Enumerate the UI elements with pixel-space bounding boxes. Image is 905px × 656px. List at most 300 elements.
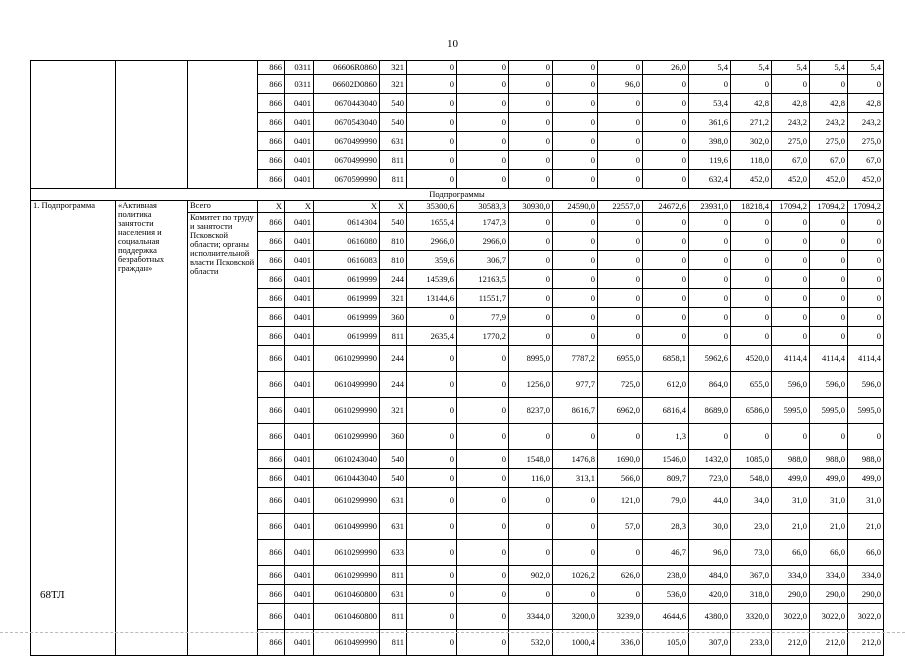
table-cell: 0 — [689, 75, 731, 94]
table-cell: 596,0 — [810, 372, 848, 398]
table-cell: 811 — [380, 604, 407, 630]
table-cell: 0670443040 — [314, 94, 380, 113]
table-cell: 0401 — [285, 424, 314, 450]
table-cell: 46,7 — [643, 540, 689, 566]
table-cell: 0 — [457, 540, 509, 566]
table-cell: 4114,4 — [848, 346, 884, 372]
table-body — [31, 61, 884, 656]
table-cell: 336,0 — [598, 630, 643, 656]
table-cell: 866 — [258, 424, 285, 450]
table-cell: 0401 — [285, 630, 314, 656]
table-cell: 105,0 — [643, 630, 689, 656]
table-cell: 0610460800 — [314, 585, 380, 604]
table-cell: 0401 — [285, 398, 314, 424]
table-cell: 0401 — [285, 566, 314, 585]
table-cell: 212,0 — [772, 630, 810, 656]
table-cell: 3022,0 — [848, 604, 884, 630]
table-cell: 0 — [810, 232, 848, 251]
table-cell: 313,1 — [553, 469, 598, 488]
table-cell: 5962,6 — [689, 346, 731, 372]
table-cell: 5,4 — [731, 61, 772, 75]
table-cell: 988,0 — [848, 450, 884, 469]
table-cell: 0 — [810, 75, 848, 94]
table-cell: 275,0 — [848, 132, 884, 151]
total-row — [31, 201, 884, 213]
table-cell: 212,0 — [810, 630, 848, 656]
table-cell: 0 — [643, 151, 689, 170]
table-cell: 3022,0 — [772, 604, 810, 630]
table-cell: 0 — [509, 113, 553, 132]
total-cell: Х — [314, 201, 380, 213]
table-cell: 0 — [553, 132, 598, 151]
table-cell: 360 — [380, 424, 407, 450]
table-cell: 633 — [380, 540, 407, 566]
table-cell: 6858,1 — [643, 346, 689, 372]
table-cell: 0 — [689, 424, 731, 450]
table-cell: 866 — [258, 585, 285, 604]
table-cell: 318,0 — [731, 585, 772, 604]
table-cell: 0311 — [285, 61, 314, 75]
table-cell: 1,3 — [643, 424, 689, 450]
table-cell: 0 — [553, 170, 598, 189]
table-cell: 73,0 — [731, 540, 772, 566]
table-cell: 723,0 — [689, 469, 731, 488]
table-cell: 7787,2 — [553, 346, 598, 372]
table-cell: 0401 — [285, 488, 314, 514]
table-cell: 0 — [848, 289, 884, 308]
table-cell: 0 — [509, 151, 553, 170]
table-cell: 0 — [643, 270, 689, 289]
table-cell: 0 — [810, 327, 848, 346]
table-cell: 866 — [258, 232, 285, 251]
table-cell: 0 — [553, 488, 598, 514]
scan-edge-divider — [0, 632, 905, 633]
table-cell: 866 — [258, 469, 285, 488]
table-cell: 6955,0 — [598, 346, 643, 372]
table-cell: 398,0 — [689, 132, 731, 151]
total-cell: 30930,0 — [509, 201, 553, 213]
table-cell: 0 — [553, 289, 598, 308]
table-cell: 57,0 — [598, 514, 643, 540]
table-cell: 0 — [598, 424, 643, 450]
table-cell: 121,0 — [598, 488, 643, 514]
table-cell: 0 — [553, 585, 598, 604]
table-cell: 499,0 — [772, 469, 810, 488]
table-cell: 811 — [380, 630, 407, 656]
table-cell: 0670599990 — [314, 170, 380, 189]
table-cell: 118,0 — [731, 151, 772, 170]
table-cell: 0 — [598, 270, 643, 289]
table-cell: 0311 — [285, 75, 314, 94]
table-cell: 0619999 — [314, 270, 380, 289]
table-cell: 0 — [457, 132, 509, 151]
table-cell: 1747,3 — [457, 213, 509, 232]
table-cell: 0401 — [285, 232, 314, 251]
table-cell: 367,0 — [731, 566, 772, 585]
table-cell: 3320,0 — [731, 604, 772, 630]
table-cell: 866 — [258, 75, 285, 94]
table-cell: 988,0 — [772, 450, 810, 469]
empty-cell-num — [31, 61, 116, 189]
total-cell: Х — [285, 201, 314, 213]
table-cell: 809,7 — [643, 469, 689, 488]
table-cell: 238,0 — [643, 566, 689, 585]
table-cell: 0 — [553, 514, 598, 540]
table-cell: 0401 — [285, 346, 314, 372]
table-cell: 0 — [509, 94, 553, 113]
table-cell: 810 — [380, 251, 407, 270]
table-cell: 0 — [731, 289, 772, 308]
table-cell: 67,0 — [848, 151, 884, 170]
table-cell: 290,0 — [772, 585, 810, 604]
table-cell: 0 — [407, 94, 457, 113]
table-cell: 499,0 — [848, 469, 884, 488]
table-cell: 596,0 — [848, 372, 884, 398]
table-cell: 3239,0 — [598, 604, 643, 630]
table-cell: 0 — [731, 213, 772, 232]
table-cell: 0 — [848, 232, 884, 251]
table-cell: 0 — [407, 450, 457, 469]
table-cell: 0401 — [285, 604, 314, 630]
table-cell: 810 — [380, 232, 407, 251]
table-cell: 0 — [407, 585, 457, 604]
table-cell: 0 — [772, 232, 810, 251]
table-cell: 0 — [457, 151, 509, 170]
total-label: Всего — [188, 201, 258, 213]
program-number: 1. Подпрограмма — [31, 201, 116, 656]
table-cell: 8689,0 — [689, 398, 731, 424]
table-cell: 66,0 — [772, 540, 810, 566]
total-cell: 24590,0 — [553, 201, 598, 213]
table-cell: 0 — [643, 251, 689, 270]
table-cell: 536,0 — [643, 585, 689, 604]
table-cell: 0 — [553, 308, 598, 327]
table-cell: 0 — [848, 327, 884, 346]
table-cell: 0619999 — [314, 308, 380, 327]
table-cell: 4520,0 — [731, 346, 772, 372]
table-cell: 28,3 — [643, 514, 689, 540]
table-cell: 0 — [848, 270, 884, 289]
table-cell: 866 — [258, 450, 285, 469]
table-cell: 361,6 — [689, 113, 731, 132]
table-cell: 0610299990 — [314, 346, 380, 372]
table-cell: 0 — [509, 61, 553, 75]
table-cell: 0 — [772, 424, 810, 450]
table-cell: 1690,0 — [598, 450, 643, 469]
table-cell: 866 — [258, 346, 285, 372]
empty-cell-executor — [188, 61, 258, 189]
table-cell: 0401 — [285, 113, 314, 132]
table-cell: 540 — [380, 113, 407, 132]
table-cell: 0 — [731, 75, 772, 94]
table-cell: 0 — [810, 289, 848, 308]
table-cell: 0 — [457, 398, 509, 424]
table-cell: 0619999 — [314, 327, 380, 346]
table-cell: 0 — [457, 469, 509, 488]
table-cell: 811 — [380, 170, 407, 189]
table-cell: 5995,0 — [810, 398, 848, 424]
table-cell: 631 — [380, 585, 407, 604]
table-cell: 0401 — [285, 372, 314, 398]
table-cell: 866 — [258, 514, 285, 540]
table-cell: 0 — [509, 488, 553, 514]
table-cell: 0619999 — [314, 289, 380, 308]
table-cell: 0401 — [285, 327, 314, 346]
table-cell: 0401 — [285, 213, 314, 232]
table-cell: 30,0 — [689, 514, 731, 540]
table-cell: 0 — [553, 61, 598, 75]
budget-table — [30, 60, 884, 656]
table-cell: 0610460800 — [314, 604, 380, 630]
table-cell: 540 — [380, 469, 407, 488]
table-cell: 612,0 — [643, 372, 689, 398]
table-cell: 0 — [509, 327, 553, 346]
table-cell: 0 — [509, 213, 553, 232]
table-cell: 0670499990 — [314, 132, 380, 151]
table-cell: 0 — [457, 514, 509, 540]
table-cell: 864,0 — [689, 372, 731, 398]
table-cell: 243,2 — [810, 113, 848, 132]
table-cell: 8995,0 — [509, 346, 553, 372]
table-cell: 34,0 — [731, 488, 772, 514]
table-cell: 0 — [689, 232, 731, 251]
table-cell: 596,0 — [772, 372, 810, 398]
table-cell: 0401 — [285, 251, 314, 270]
table-cell: 321 — [380, 398, 407, 424]
table-cell: 0 — [553, 151, 598, 170]
section-header: Подпрограммы — [31, 189, 884, 201]
table-cell: 0 — [598, 540, 643, 566]
table-cell: 0610299990 — [314, 398, 380, 424]
table-cell: 0 — [772, 289, 810, 308]
table-cell: 0 — [509, 514, 553, 540]
table-cell: 0 — [643, 327, 689, 346]
table-cell: 244 — [380, 270, 407, 289]
table-cell: 77,9 — [457, 308, 509, 327]
table-cell: 1085,0 — [731, 450, 772, 469]
table-cell: 631 — [380, 514, 407, 540]
table-cell: 0 — [848, 424, 884, 450]
table-cell: 866 — [258, 132, 285, 151]
table-cell: 0401 — [285, 94, 314, 113]
table-cell: 4380,0 — [689, 604, 731, 630]
table-cell: 0401 — [285, 308, 314, 327]
program-name: «Активная политика занятости населения и социальная поддержка безработных граждан» — [116, 201, 188, 656]
table-cell: 0 — [643, 308, 689, 327]
table-cell: 0 — [848, 251, 884, 270]
table-cell: 275,0 — [772, 132, 810, 151]
table-cell: 21,0 — [848, 514, 884, 540]
table-cell: 0 — [553, 270, 598, 289]
table-cell: 6586,0 — [731, 398, 772, 424]
total-cell: 17094,2 — [772, 201, 810, 213]
table-cell: 1548,0 — [509, 450, 553, 469]
table-cell: 0 — [598, 170, 643, 189]
table-cell: 14539,6 — [407, 270, 457, 289]
table-cell: 866 — [258, 398, 285, 424]
table-cell: 0 — [407, 308, 457, 327]
table-cell: 0 — [457, 585, 509, 604]
table-cell: 0 — [810, 251, 848, 270]
total-cell: Х — [380, 201, 407, 213]
table-cell: 0 — [457, 630, 509, 656]
table-cell: 0 — [407, 372, 457, 398]
table-cell: 3022,0 — [810, 604, 848, 630]
table-cell: 0 — [553, 232, 598, 251]
table-cell: 866 — [258, 488, 285, 514]
table-cell: 66,0 — [848, 540, 884, 566]
total-cell: 35300,6 — [407, 201, 457, 213]
table-cell: 79,0 — [643, 488, 689, 514]
table-cell: 420,0 — [689, 585, 731, 604]
total-cell: 18218,4 — [731, 201, 772, 213]
table-cell: 0 — [509, 251, 553, 270]
table-cell: 0 — [643, 213, 689, 232]
table-cell: 0 — [689, 213, 731, 232]
table-cell: 5,4 — [689, 61, 731, 75]
table-cell: 42,8 — [848, 94, 884, 113]
table-cell: 0 — [598, 94, 643, 113]
table-cell: 0 — [772, 308, 810, 327]
table-cell: 866 — [258, 113, 285, 132]
table-cell: 452,0 — [810, 170, 848, 189]
table-cell: 0 — [810, 308, 848, 327]
table-cell: 290,0 — [848, 585, 884, 604]
table-cell: 631 — [380, 132, 407, 151]
table-cell: 1432,0 — [689, 450, 731, 469]
table-cell: 0 — [772, 270, 810, 289]
table-cell: 0401 — [285, 270, 314, 289]
table-cell: 3200,0 — [553, 604, 598, 630]
table-cell: 902,0 — [509, 566, 553, 585]
table-cell: 307,0 — [689, 630, 731, 656]
table-cell: 0 — [553, 113, 598, 132]
table-cell: 0 — [509, 232, 553, 251]
table-cell: 0 — [407, 151, 457, 170]
table-cell: 0 — [598, 308, 643, 327]
table-cell: 233,0 — [731, 630, 772, 656]
table-cell: 0 — [509, 308, 553, 327]
table-cell: 0670543040 — [314, 113, 380, 132]
table-cell: 977,7 — [553, 372, 598, 398]
table-cell: 11551,7 — [457, 289, 509, 308]
table-cell: 8616,7 — [553, 398, 598, 424]
table-cell: 212,0 — [848, 630, 884, 656]
table-cell: 0610299990 — [314, 540, 380, 566]
table-cell: 0 — [553, 94, 598, 113]
table-cell: 0 — [598, 151, 643, 170]
section-header-row — [31, 189, 884, 201]
table-cell: 1770,2 — [457, 327, 509, 346]
table-cell: 0401 — [285, 540, 314, 566]
table-cell: 0 — [457, 488, 509, 514]
table-cell: 0 — [509, 270, 553, 289]
table-cell: 0 — [731, 270, 772, 289]
table-cell: 4114,4 — [810, 346, 848, 372]
table-cell: 6962,0 — [598, 398, 643, 424]
table-row — [31, 61, 884, 75]
table-cell: 334,0 — [848, 566, 884, 585]
table-cell: 0 — [457, 346, 509, 372]
table-cell: 67,0 — [810, 151, 848, 170]
table-cell: 53,4 — [689, 94, 731, 113]
footer-code: 68ТЛ — [40, 589, 65, 601]
table-cell: 1546,0 — [643, 450, 689, 469]
table-cell: 0 — [731, 424, 772, 450]
table-cell: 1026,2 — [553, 566, 598, 585]
table-cell: 0 — [457, 424, 509, 450]
table-cell: 0 — [509, 424, 553, 450]
table-cell: 1476,8 — [553, 450, 598, 469]
table-cell: 540 — [380, 213, 407, 232]
table-cell: 532,0 — [509, 630, 553, 656]
table-cell: 0 — [848, 213, 884, 232]
table-cell: 0 — [689, 251, 731, 270]
table-cell: 5,4 — [810, 61, 848, 75]
table-cell: 0 — [407, 398, 457, 424]
table-cell: 0 — [689, 327, 731, 346]
table-cell: 0 — [407, 61, 457, 75]
table-cell: 452,0 — [772, 170, 810, 189]
table-cell: 0 — [407, 630, 457, 656]
table-cell: 21,0 — [810, 514, 848, 540]
table-cell: 0401 — [285, 450, 314, 469]
table-cell: 243,2 — [772, 113, 810, 132]
table-cell: 359,6 — [407, 251, 457, 270]
table-cell: 0 — [407, 424, 457, 450]
table-cell: 0 — [643, 94, 689, 113]
table-cell: 290,0 — [810, 585, 848, 604]
table-cell: 1000,4 — [553, 630, 598, 656]
table-cell: 548,0 — [731, 469, 772, 488]
table-cell: 0 — [689, 289, 731, 308]
table-cell: 23,0 — [731, 514, 772, 540]
table-cell: 0 — [598, 327, 643, 346]
table-cell: 0610299990 — [314, 566, 380, 585]
table-cell: 0 — [598, 251, 643, 270]
table-cell: 0 — [407, 604, 457, 630]
table-cell: 5995,0 — [848, 398, 884, 424]
table-cell: 0 — [407, 113, 457, 132]
table-cell: 452,0 — [848, 170, 884, 189]
table-cell: 0 — [689, 308, 731, 327]
table-cell: 13144,6 — [407, 289, 457, 308]
table-cell: 0 — [407, 566, 457, 585]
table-cell: 0610243040 — [314, 450, 380, 469]
table-cell: 866 — [258, 604, 285, 630]
table-cell: 0 — [457, 113, 509, 132]
table-cell: 0 — [731, 327, 772, 346]
table-cell: 540 — [380, 94, 407, 113]
page-number: 10 — [447, 38, 458, 50]
table-cell: 334,0 — [810, 566, 848, 585]
table-cell: 0 — [772, 251, 810, 270]
table-cell: 0 — [509, 289, 553, 308]
table-cell: 42,8 — [810, 94, 848, 113]
table-cell: 06606R0860 — [314, 61, 380, 75]
table-cell: 0 — [598, 61, 643, 75]
table-cell: 0 — [772, 75, 810, 94]
table-cell: 0 — [407, 514, 457, 540]
table-cell: 0 — [407, 540, 457, 566]
table-cell: 866 — [258, 251, 285, 270]
empty-cell-name — [116, 61, 188, 189]
table-cell: 866 — [258, 566, 285, 585]
table-cell: 0 — [407, 132, 457, 151]
table-cell: 866 — [258, 270, 285, 289]
table-cell: 1655,4 — [407, 213, 457, 232]
table-cell: 0 — [848, 75, 884, 94]
